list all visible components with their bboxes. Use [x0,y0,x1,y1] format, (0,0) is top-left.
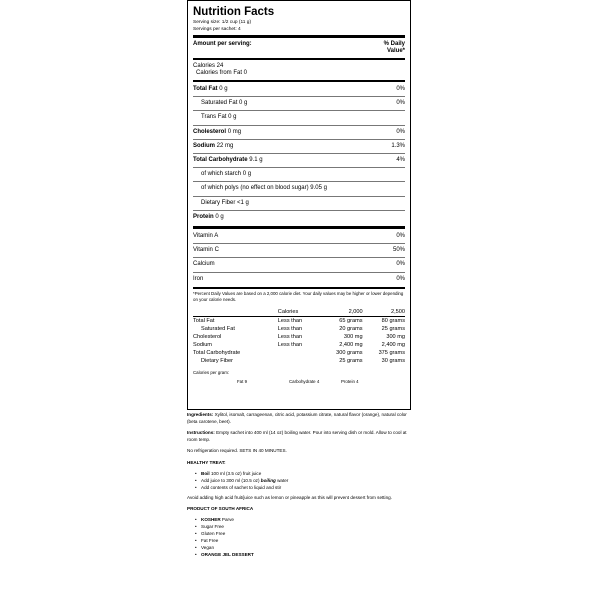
list-item [201,477,417,484]
nutrient-row [193,196,405,210]
nutrient-name: Saturated Fat [201,100,238,107]
nutrient-amount: 0 g [239,100,248,107]
nutrient-dv: 4% [396,157,405,164]
vitamin-name: Iron [193,275,204,282]
dv-table-header-cell [193,308,278,317]
dv-footnote: *Percent Daily Values are based on a 2,000 calorie diet. Your daily values may be higher or lower depending on your calorie needs. [193,290,404,303]
list-item-bold: ORANGE JEL DESSERT [201,551,254,557]
dv-table-header-cell: Calories [278,308,320,317]
list-item-text: 100 ml (3.5 oz) fruit juice [209,470,262,476]
dv-table-cell: 375 grams [378,349,405,356]
list-item-text: Add juice to 300 ml (10.5 oz) [201,477,261,483]
calories-from-fat: Calories from Fat 0 [196,70,248,76]
list-item-text: Add contents of sachet to liquid and stir [201,484,282,490]
nutrient-label [193,83,228,96]
divider-thick [193,226,405,229]
list-item-text: Vegan [201,544,215,550]
vitamin-rows [193,230,405,286]
divider-mid [193,58,405,60]
nutrient-label [193,154,263,167]
nutrient-row [193,110,405,124]
instructions-paragraph: Instructions: Empty sachet into 400 ml (14 oz) boiling water. Pour into serving dish or mold. Allow to cool at room temp. [187,430,407,442]
nutrient-dv: 0% [396,128,405,135]
nutrient-name: Trans Fat [201,114,227,121]
nutrient-label [193,211,224,224]
dv-table-cell: Total Fat [193,317,215,324]
list-item-bold: KOSHER [201,516,221,522]
calories-per-gram-value: Carbohydrate 4 [289,378,320,384]
calories-per-gram-value: Fat 9 [237,378,248,384]
nutrient-row [193,125,405,139]
nutrient-dv: 0% [396,100,405,107]
nutrient-name: of which polys (no effect on blood sugar) [201,185,309,192]
nutrient-row [193,181,405,195]
nutrient-dv: 1.3% [391,142,405,149]
dv-table-header-cell: 2,000 [320,308,362,317]
dv-table-cell [278,357,320,365]
nutrient-label [193,126,241,139]
daily-value-header: % Daily Value* [383,41,405,54]
divider-mid [193,287,405,289]
dv-table-row [193,333,405,341]
vitamin-name: Vitamin C [193,247,219,254]
nutrient-row [193,139,405,153]
nutrient-row [193,83,405,96]
label-title: Nutrition Facts [193,6,275,18]
vitamin-dv: 0% [396,261,405,268]
vitamin-dv: 50% [392,247,405,254]
list-item-text: Parve [220,516,234,522]
feature-list [187,516,417,558]
healthy-treat-heading: HEALTHY TREAT: [187,459,226,465]
vitamin-dv: 0% [396,275,405,282]
calories-per-gram-value: Protein 4 [341,378,359,384]
dv-table-cell: Less than [277,333,303,340]
avoid-note: Avoid adding high acid fruit/juice such as lemon or pineapple as this will prevent dessert from setting. [187,494,392,500]
dv-table-cell: 300 mg [386,333,405,340]
dv-table-cell: 2,400 mg [339,341,363,348]
dv-table-cell: 25 grams [339,357,363,364]
dv-table-cell: 300 grams [336,349,363,356]
nutrient-row [193,167,405,181]
vitamin-dv: 0% [396,233,405,240]
vitamin-row [193,272,405,286]
nutrient-amount: 0 mg [227,128,242,135]
nutrient-name: of which starch [201,171,242,178]
nutrient-label [201,168,251,181]
dv-table-row [193,325,405,333]
divider-thick [193,35,405,38]
dv-table-cell: 20 grams [339,325,363,332]
nutrient-amount: 22 mg [216,142,234,149]
nutrient-amount: 0 g [228,114,237,121]
calories-per-gram: Calories per gram: [193,369,230,375]
list-item-text: Gluten Free [201,530,226,536]
product-text [187,412,417,562]
list-item-text: Fat Free [201,537,219,543]
list-item [201,551,417,558]
nutrient-rows [193,83,405,224]
nutrient-name: Protein [193,213,214,220]
list-item-text: water [275,477,289,483]
nutrient-name: Dietary Fiber [201,199,236,206]
dv-table-cell: Total Carbohydrate [193,349,241,356]
calories-block [193,61,405,79]
nutrient-amount: 0 g [219,86,228,92]
nutrient-label [201,97,247,110]
list-item [201,544,417,551]
dv-table-cell: Dietary Fiber [201,357,234,364]
dv-table-row [193,349,405,357]
nutrient-amount: 9.05 g [310,185,327,192]
amount-per-serving: Amount per serving: [193,41,252,47]
dv-table-row [193,341,405,349]
nutrient-row [193,210,405,224]
dv-table-cell: 30 grams [381,357,405,364]
nutrient-label [201,197,249,210]
vitamin-name: Calcium [193,261,215,268]
origin-heading: PRODUCT OF SOUTH AFRICA [187,506,254,512]
nutrient-name: Total Carbohydrate [193,157,248,164]
dv-table-cell: Less than [277,325,303,332]
nutrition-facts-label [187,0,411,410]
nutrient-label [201,111,236,124]
calories-per-gram-values [193,379,405,385]
dv-table-header-cell: 2,500 [363,308,405,317]
nutrient-amount: 0 g [215,213,224,220]
list-item [201,516,417,523]
nutrient-label [193,140,233,153]
vitamin-row [193,243,405,257]
list-item [201,484,417,491]
dv-table-row [193,357,405,365]
dv-table-cell: Saturated Fat [201,325,235,332]
dv-table-cell: Sodium [193,341,212,348]
nutrient-amount: 0 g [242,171,252,178]
list-item-text: Sugar Free [201,523,224,529]
calories: Calories 24 [193,63,224,69]
list-item [201,523,417,530]
dv-table-cell: 25 grams [381,325,405,332]
serving-size: Serving size: 1/2 cup (11 g) [193,20,252,25]
dv-table-cell [278,349,320,357]
dv-table-cell: 2,400 mg [381,341,405,348]
amount-header [193,39,405,57]
list-item-bold: boiling [260,477,276,483]
list-item [201,530,417,537]
daily-values-table [193,308,405,365]
nutrient-dv: 0% [396,86,405,92]
nutrient-row [193,96,405,110]
nutrient-amount: <1 g [237,199,249,206]
list-item [201,537,417,544]
dv-table-cell: 65 grams [339,317,363,324]
vitamin-row [193,257,405,271]
healthy-treat-list [187,470,417,491]
dv-table-cell: Less than [277,341,303,348]
refrigeration-note: No refrigeration required. SETS IN 40 MINUTES. [187,448,287,454]
servings-per-sachet: Servings per sachet: 4 [193,27,241,32]
dv-table-cell: 80 grams [381,317,405,324]
nutrient-name: Total Fat [193,86,218,92]
nutrient-amount: 9.1 g [249,157,263,164]
list-item-bold: Boil [201,470,210,476]
divider-mid [193,80,405,82]
nutrient-name: Sodium [193,142,215,149]
dv-table-header [193,308,405,317]
list-item [201,470,417,477]
vitamin-name: Vitamin A [193,233,219,240]
nutrient-name: Cholesterol [193,128,227,135]
ingredients-paragraph: Ingredients: Xylitol, isomalt, carrageenan, citric acid, potassium citrate, natural flavor (orange), natural color (beta carotene, beet). [187,412,407,424]
vitamin-row [193,230,405,243]
nutrient-row [193,153,405,167]
nutrient-label [201,182,327,195]
dv-table-cell: Cholesterol [193,333,222,340]
dv-table-cell: 300 mg [343,333,363,340]
dv-table-row [193,316,405,325]
dv-table-cell: Less than [277,317,303,324]
